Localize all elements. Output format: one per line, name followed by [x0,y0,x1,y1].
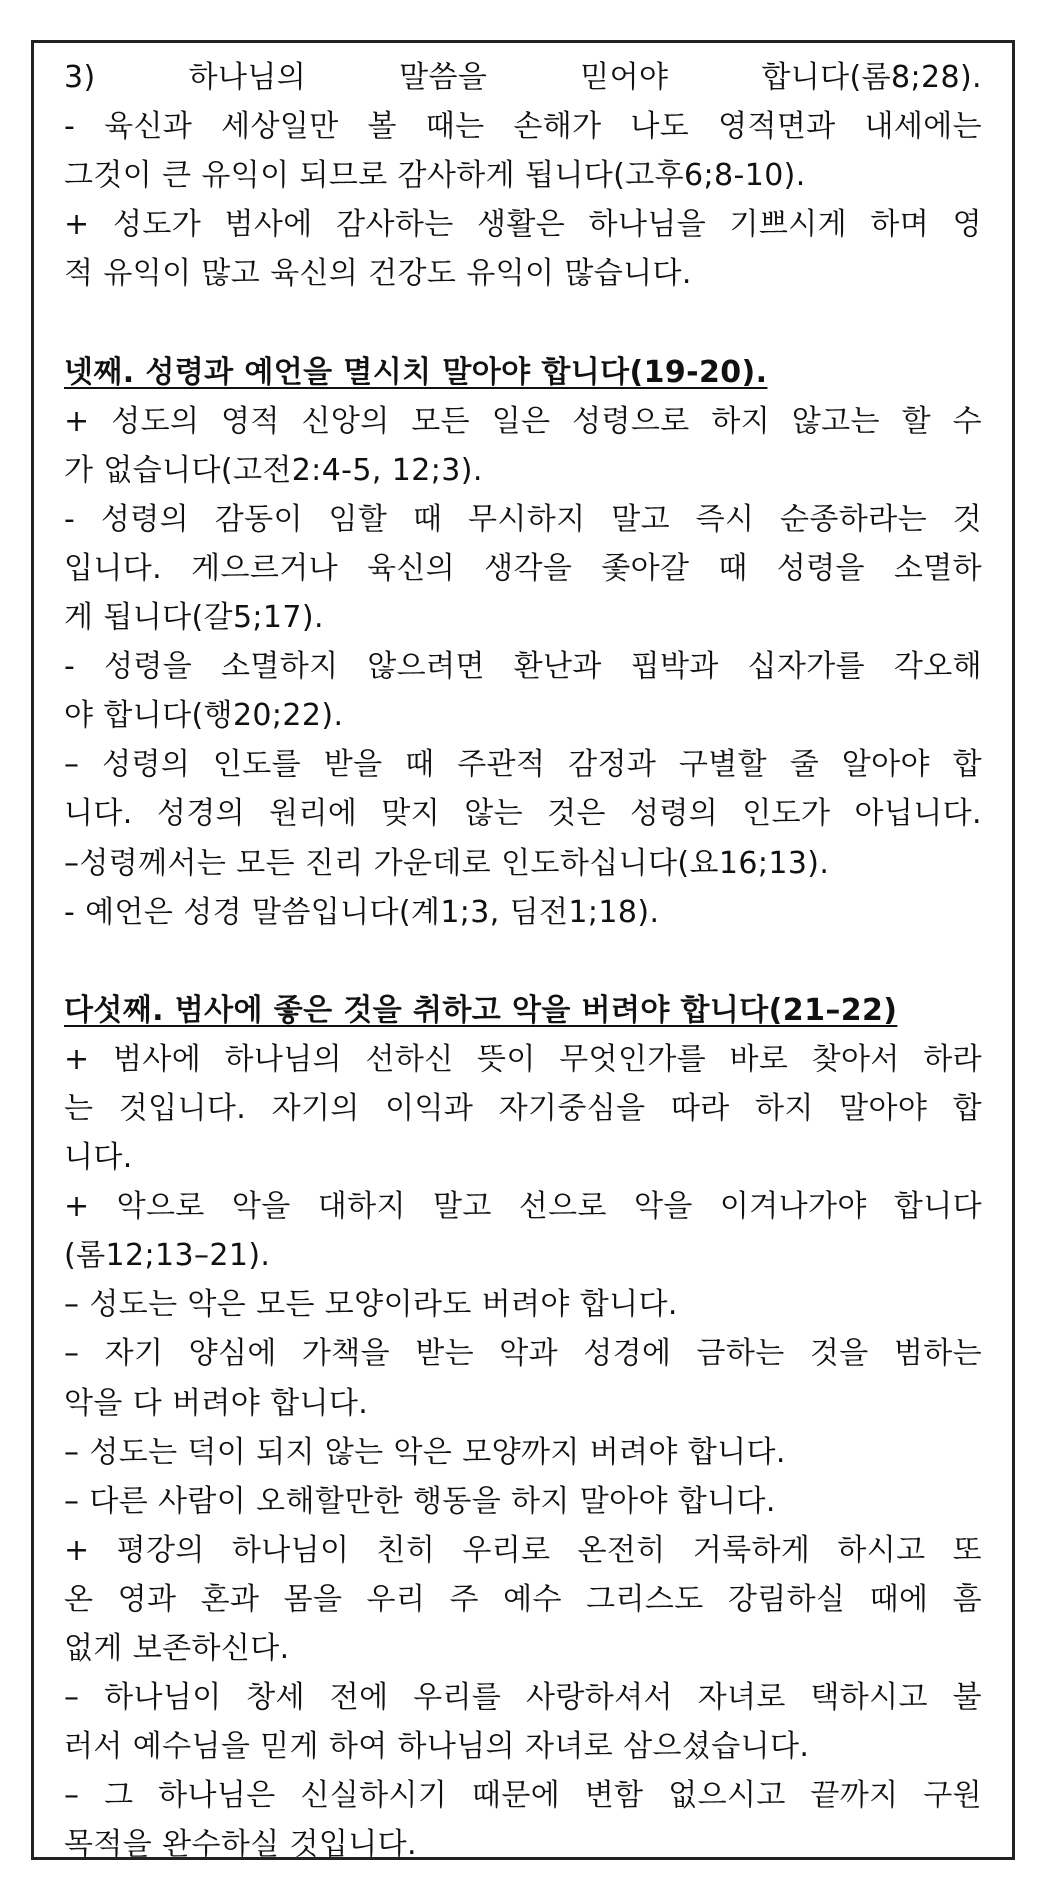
text-line: 가 없습니다(고전2:4-5, 12;3). [64,452,483,488]
text-line: – 그 하나님은 신실하시기 때문에 변함 없으시고 끝까지 구원 [64,1778,982,1814]
text-line: 야 합니다(행20;22). [64,698,344,734]
text-line: 는 것입니다. 자기의 이익과 자기중심을 따라 하지 말아야 합 [64,1090,982,1126]
text-line: 없게 보존하신다. [64,1631,290,1666]
text-line: – 성도는 악은 모든 모양이라도 버려야 합니다. [64,1287,678,1323]
blank-line [64,937,982,986]
text-line: - 성령을 소멸하지 않으려면 환난과 핍박과 십자가를 각오해 [64,649,982,685]
text-line: – 자기 양심에 가책을 받는 악과 성경에 금하는 것을 범하는 [64,1336,982,1372]
text-line: 니다. 성경의 원리에 맞지 않는 것은 성령의 인도가 아닙니다. [64,796,982,832]
text-line: 적 유익이 많고 육신의 건강도 유익이 많습니다. [64,256,692,292]
text-line: + 성도가 범사에 감사하는 생활은 하나님을 기쁘시게 하며 영 [64,207,982,243]
text-line: 악을 다 버려야 합니다. [64,1385,369,1421]
text-line: 입니다. 게으르거나 육신의 생각을 좇아갈 때 성령을 소멸하 [64,550,982,586]
text-line: 게 됩니다(갈5;17). [64,600,324,636]
text-line: 러서 예수님을 믿게 하여 하나님의 자녀로 삼으셨습니다. [64,1729,810,1765]
blank-line [64,298,982,347]
text-line: + 악으로 악을 대하지 말고 선으로 악을 이겨나가야 합니다 [64,1189,982,1225]
text-line: - 육신과 세상일만 볼 때는 손해가 나도 영적면과 내세에는 [64,109,982,145]
text-line: – 성도는 덕이 되지 않는 악은 모양까지 버려야 합니다. [64,1434,786,1470]
text-line: - 예언은 성경 말씀입니다(계1;3, 딤전1;18). [64,894,660,930]
text-line: - 성령의 감동이 임할 때 무시하지 말고 즉시 순종하라는 것 [64,501,982,537]
text-line: + 평강의 하나님이 친히 우리로 온전히 거룩하게 하시고 또 [64,1532,982,1568]
text-line: – 다른 사람이 오해할만한 행동을 하지 말아야 합니다. [64,1483,776,1519]
text-line: + 범사에 하나님의 선하신 뜻이 무엇인가를 바로 찾아서 하라 [64,1041,982,1077]
text-line: – 하나님이 창세 전에 우리를 사랑하셔서 자녀로 택하시고 불 [64,1680,982,1716]
text-line: –성령께서는 모든 진리 가운데로 인도하십니다(요16;13). [64,845,830,881]
text-line: 니다. [64,1140,133,1176]
text-line: 3) 하나님의 말씀을 믿어야 합니다(롬8;28). [64,60,982,95]
text-line: + 성도의 영적 신앙의 모든 일은 성령으로 하지 않고는 할 수 [64,403,982,439]
text-line: – 성령의 인도를 받을 때 주관적 감정과 구별할 줄 알아야 합 [64,747,982,783]
text-line: 목적을 완수하실 것입니다. [64,1827,417,1863]
section-heading-4: 넷째. 성령과 예언을 멸시치 말아야 합니다(19-20). [64,354,768,390]
section-heading-5: 다섯째. 범사에 좋은 것을 취하고 악을 버려야 합니다(21–22) [64,992,898,1028]
document-frame [31,40,1015,1863]
text-line: 온 영과 혼과 몸을 우리 주 예수 그리스도 강림하실 때에 흠 [64,1581,982,1617]
text-line: (롬12;13–21). [64,1238,271,1274]
text-line: 그것이 큰 유익이 되므로 감사하게 됩니다(고후6;8-10). [64,158,806,194]
